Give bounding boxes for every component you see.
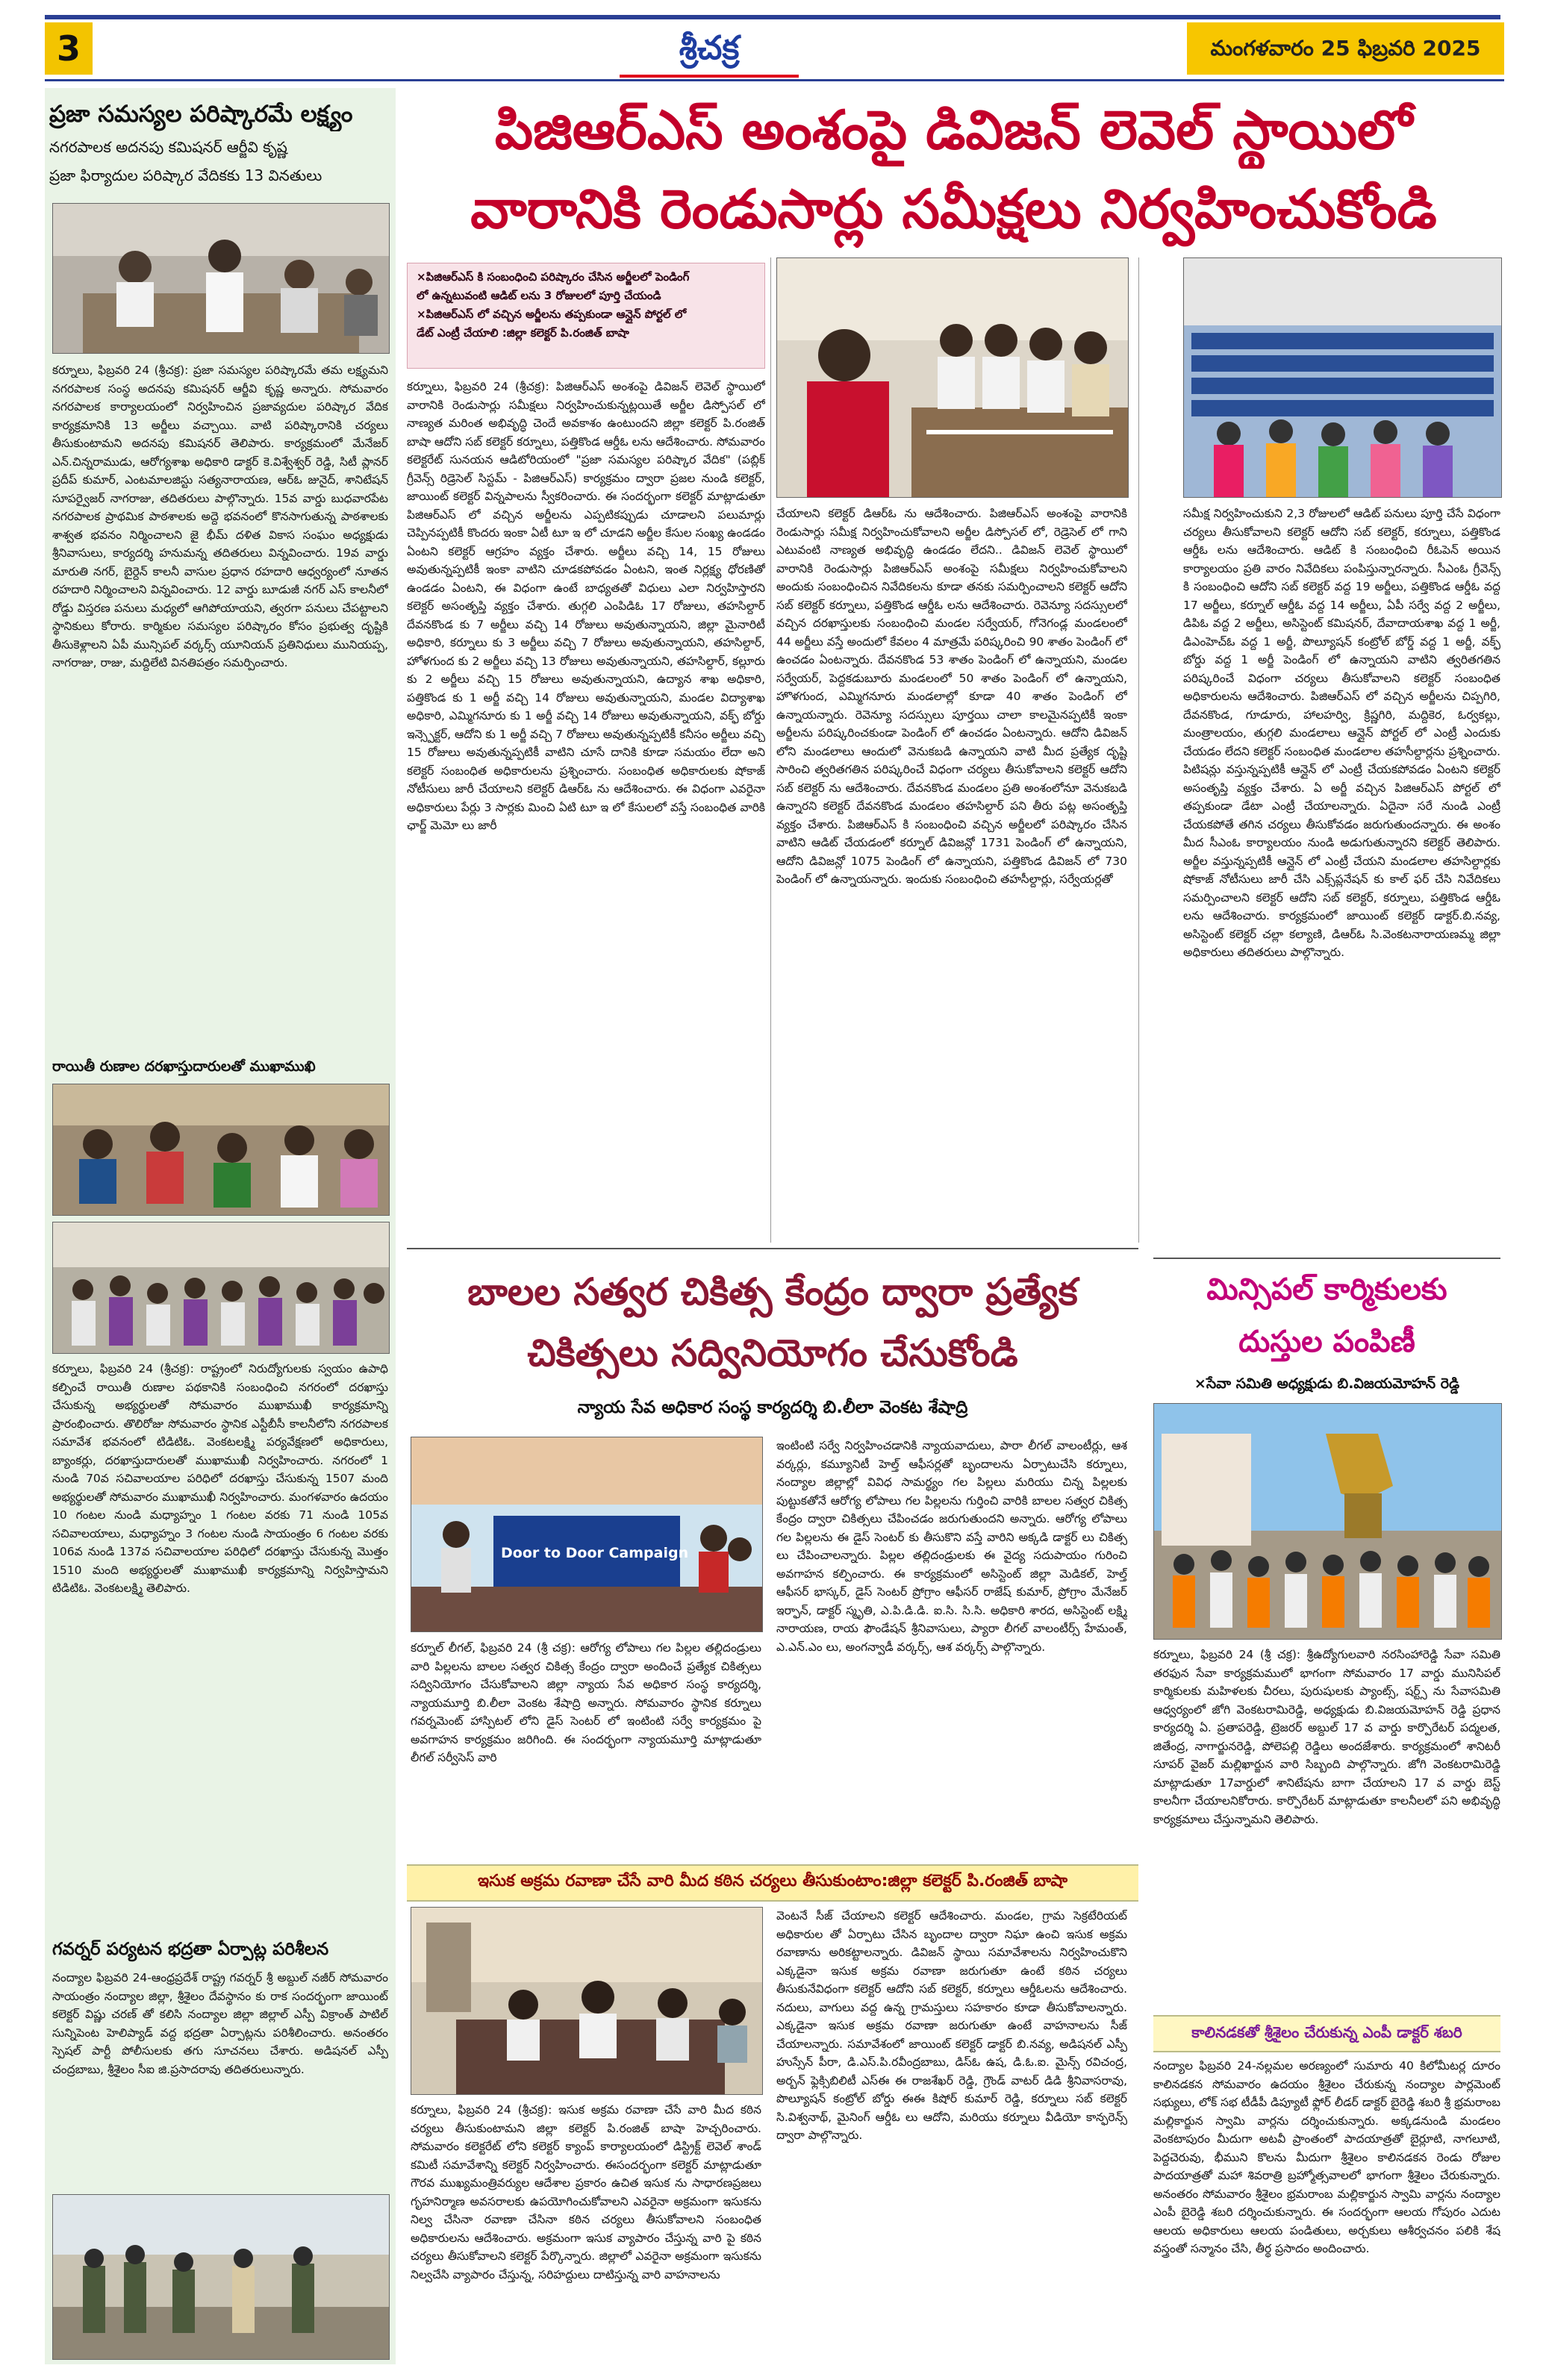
main-body-col1: కర్నూలు, ఫిబ్రవరి 24 (శ్రీచక్ర): పిజిఆర్ఎస్ అంశంపై డివిజన్ లెవెల్ స్థాయిలో వారానికి రెండుసార్లు సమీక్షలు నిర్వహించుకున్నట్లయితే అర్జీల డిస్పోసల్ లో నాణ్యత మరింత అభివృద్ధి చెందే అవకాశం ఉంటుందని జిల్లా కలెక్టర్ పి.రంజిత్ బాషా ఆదోని సబ్ కలెక్టర్ కర్నూలు, పత్తికొండ ఆర్డీఓ లను ఆదేశించారు. సోమవారం కలెక్టరేట్ సునయన ఆడిటోరియంలో "ప్రజా సమస్యల పరిష్కార వేదిక" (పబ్లిక్ గ్రీవెన్స్ రిడ్రెసెల్ సిస్టమ్ - పిజిఆర్ఎస్) కార్యక్రమం ద్వారా ప్రజల నుండి కలెక్టర్, జాయింట్ కలెక్టర్ విన్నపాలను స్వీకరించారు. ఈ సందర్భంగా కలెక్టర్ మాట్లాడుతూ పిజిఆర్ఎస్ లో వచ్చిన అర్జీలను ఎప్పటికప్పుడు చూడాలని పలుమార్లు చెప్పినప్పటికీ కొందరు ఇంకా ఏటీ టూ ఇ లో చూడని అర్జీల కేసుల సంఖ్య ఉండడం ఏంటని కలెక్టర్ ఆగ్రహం వ్యక్తం చేశారు. అర్జీలు వచ్చి 14, 15 రోజులు అవుతున్నప్పటికీ ఇంకా వాటిని చూడకపోవడం ఏంటని, ఇంత నిర్లక్ష్య ధోరణితో ఉండడం ఏంటని, ఈ విధంగా ఉంటే బాధ్యతతో విధులు ఎలా నిర్వహిస్తారని కలెక్టర్ అసంతృప్తి వ్యక్తం చేశారు. తుగ్గలి ఎంపిడిఓ 17 రోజులు, తహసిల్దార్ దేవనకొండ కు 7 అర్జీలు వచ్చి 14 రోజులు అవుతున్నాయని, జిల్లా మైనారిటీ అధికారి, కర్నూలు కు 3 అర్జీలు వచ్చి 7 రోజులు అవుతున్నాయని, తహసిల్దార్, హోళగుంద కు 2 అర్జీలు వచ్చి 13 రోజులు అవుతున్నాయని, తహసిల్దార్, కల్లూరు కు 2 అర్జీలు వచ్చి 15 రోజులు అవుతున్నాయని, ఉద్యాన శాఖ అధికారి, పత్తికొండ కు 1 అర్జీ వచ్చి 14 రోజులు అవుతున్నాయని, మండల విద్యాశాఖ అధికారి, ఎమ్మిగనూరు కు 1 అర్జీ వచ్చి 14 రోజులు అవుతున్నాయని, వక్ఫ్ బోర్డు ఇన్స్పెక్టర్, ఆదోని కు 1 అర్జీ వచ్చి 7 రోజులు అవుతున్నప్పటికీ కనీసం అర్జీలు వచ్చి 15 రోజులు అవుతున్నప్పటికీ వాటిని చూసే దానికి కూడా సమయం లేదా అని కలెక్టర్ సంబంధిత అధికారులను ప్రశ్నించారు. సంబంధిత అధికారులకు షోకాజ్ నోటీసులు జారీ చేయాలని కలెక్టర్ డిఆర్ఓ ను ఆదేశించారు. ఈ విధంగా ఎవరైనా అధికారులు పేర్లు 3 సార్లకు మించి ఏటి టూ ఇ లో కేసులలో వస్తే సంబంధిత వారికి ఛార్జ్ మెమో లు జారీ — [407, 380, 765, 832]
header-bottom-rule — [45, 79, 1504, 81]
municipal-subhead: ×సేవా సమితి అధ్యక్షుడు బి.విజయమోహన్ రెడ్డి — [1194, 1375, 1460, 1392]
highlight-line: ×పిజిఆర్ఎస్ కి సంబంధించి పరిష్కారం చేసిన అర్జీలలో పెండింగ్ — [417, 270, 690, 284]
balala-body-left: కర్నూల్ లీగల్, ఫిబ్రవరి 24 (శ్రీ చక్ర): ఆరోగ్య లోపాలు గల పిల్లల తల్లిదండ్రులు వారి పిల్లలను బాలల సత్వర చికిత్స కేంద్రం ద్వారా అందించే ప్రత్యేక చికిత్సలు సద్వినియోగం చేసుకోవాలని జిల్లా న్యాయ సేవ అధికార సంస్థ కార్యదర్శి, న్యాయమూర్తి బి.లీలా వెంకట శేషాద్రి అన్నారు. సోమవారం స్థానిక కర్నూలు గవర్నమెంట్ హాస్పిటల్ లోని డైస్ సెంటర్ లో ఇంటింటి సర్వే కార్యక్రమం పై అవగాహన కార్యక్రమం జరిగింది. ఈ సందర్భంగా న్యాయమూర్తి మాట్లాడుతూ లీగల్ సర్వీసెస్ వారి — [411, 1641, 761, 1764]
left-story3-headline: గవర్నర్ పర్యటన భద్రతా ఏర్పాట్ల పరిశీలన — [52, 1940, 329, 1959]
left-story3-photo — [52, 2194, 390, 2360]
highlight-line: ×పిజిఆర్ఎస్ లో వచ్చిన అర్జీలను తప్పకుండా ఆన్లైన్ పోర్టల్ లో — [417, 307, 687, 321]
section-divider — [1153, 1258, 1500, 1259]
sand-body-left: కర్నూలు, ఫిబ్రవరి 24 (శ్రీచక్ర): ఇసుక అక్రమ రవాణా చేసే వారి మీద కఠిన చర్యలు తీసుకుంటామని జిల్లా కలెక్టర్ పి.రంజిత్ బాషా హెచ్చరించారు. సోమవారం కలెక్టరేట్ లోని కలెక్టర్ క్యాంప్ కార్యాలయంలో డిస్ట్రిక్ట్ లెవెల్ శాండ్ కమిటీ సమావేశాన్ని కలెక్టర్ నిర్వహించారు. ఈసందర్భంగా కలెక్టర్ మాట్లాడుతూ గౌరవ ముఖ్యమంత్రివర్యుల ఆదేశాల ప్రకారం ఉచిత ఇసుక ను సాధారణప్రజలు గృహనిర్మాణ అవసరాలకు ఉపయోగించుకోవాలని ఎవరైనా అక్రమంగా ఇసుకను నిల్వ చేసినా రవాణా చేసినా కఠిన చర్యలు తీసుకోవాలని సంబంధిత అధికారులను ఆదేశించారు. అక్రమంగా ఇసుక వ్యాపారం చేస్తున్న వారి పై కఠిన చర్యలు తీసుకోవాలని కలెక్టర్ పేర్కొన్నారు. జిల్లాలో ఎవరైనా అక్రమంగా ఇసుకను నిల్వచేసి వ్యాపారం చేస్తున్న, సరిహద్దులు దాటిస్తున్న వారి వాహనాలను — [411, 2103, 761, 2281]
balala-photo-banner-text: Door to Door Campaign — [501, 1545, 689, 1561]
left-story2-photo-bottom — [52, 1222, 390, 1354]
municipal-body: కర్నూలు, ఫిబ్రవరి 24 (శ్రీ చక్ర): శ్రీఉద్యోగులవారి నరసింహారెడ్డి సేవా సమితి తరఫున సేవా కార్యక్రమములో భాగంగా సోమవారం 17 వార్డు మునిసిపల్ కార్మికులకు మహిళలకు చీరలు, పురుషులకు ప్యాంట్స్, షర్ట్స్ ను సేవాసమితి ఆధ్వర్యంలో జోగి వెంకటరామిరెడ్డి, అధ్యక్షుడు బి.విజయమోహన్ రెడ్డి ప్రధాన కార్యదర్శి ఏ. ప్రతాపరెడ్డి, ట్రెజరర్ అబ్దుల్ 17 వ వార్డు కార్పొరేటర్ పద్మలత, జితేంద్ర, నాగార్జునరెడ్డి, పోలెపల్లి రెడ్డిలు అందజేశారు. కార్యక్రమంలో శానిటరీ సూపర్ వైజర్ మల్లిఖార్జున వారి సిబ్బంది పాల్గొన్నారు. జోగి వెంకటరామిరెడ్డి మాట్లాడుతూ 17వార్డులో శానిటేషను బాగా చేయాలని 17 వ వార్డు బెస్ట్ కాలనీగా చేయాలనికోరారు. కార్పొరేటర్ మాట్లాడుతూ కాలనీలలో పని అభివృద్ధి కార్యక్రమాలు చేస్తున్నామని తెలిపారు. — [1153, 1648, 1500, 1826]
municipal-headline-line2: దుస్తుల పంపిణీ — [1238, 1325, 1415, 1359]
balala-body-right: ఇంటింటి సర్వే నిర్వహించడానికి న్యాయవాదులు, పారా లీగల్ వాలంటీర్లు, ఆశ వర్కర్లు, కమ్యూనిటీ హెల్త్ ఆఫీసర్లతో బృందాలను ఏర్పాటుచేసి కర్నూలు, నంద్యాల జిల్లాల్లో వివిధ సామర్థ్యం గల పిల్లలు మరియు చిన్న పిల్లలకు పుట్టుకతోనే ఆరోగ్య లోపాలు గల పిల్లలను గుర్తించి వారికి బాలల సత్వర చికిత్స కేంద్రం ద్వారా చికిత్సలు చేపించడం జరుగుతుందని అన్నారు. ఆరోగ్య లోపాలు గల పిల్లలను ఈ డైస్ సెంటర్ కు తీసుకొని వస్తే వారిని అక్కడి డాక్టర్ లు చికిత్స లు చేపించాలన్నారు. పిల్లల తల్లిదండ్రులకు ఈ వైద్య సదుపాయం గురించి అవగాహన కల్పించారు. ఈ కార్యక్రమంలో అసిస్టెంట్ జిల్లా మెడికల్, హెల్త్ ఆఫీసర్ భాస్కర్, డైస్ సెంటర్ ప్రోగ్రాం ఆఫీసర్ రాజేష్ కుమార్, ప్రోగ్రాం మేనేజర్ ఇర్ఫాన్, డాక్టర్ స్మృతి, ఎ.పి.డి.డి. ఐ.సి. సి.సి. అధికారి శారద, అసిస్టెంట్ లక్ష్మి నారాయణ, రాయ ఫౌండేషన్ శ్రీనివాసులు, ప్యారా లీగల్ వాలంటీర్స్ హేమంత్, ఎ.ఎన్.ఎం లు, అంగన్వాడీ వర్కర్స్, ఆశ వర్కర్స్ పాల్గొన్నారు. — [776, 1439, 1127, 1654]
main-headline-line2: వారానికి రెండుసార్లు సమీక్షలు నిర్వహించుకోండి — [470, 178, 1437, 240]
balala-headline-line1: బాలల సత్వర చికిత్స కేంద్రం ద్వారా ప్రత్యేక — [467, 1270, 1078, 1314]
sand-body-right: వెంటనే సీజ్ చేయాలని కలెక్టర్ ఆదేశించారు. మండల, గ్రామ సెక్రటేరియట్ అధికారుల తో ఏర్పాటు చేసిన బృందాల ద్వారా నిఘా ఉంచి ఇసుక అక్రమ రవాణాను అరికట్టాలన్నారు. డివిజన్ స్థాయి సమావేశాలను నిర్వహించుకొని ఎక్కడైనా ఇసుక అక్రమ రవాణా జరుగుతూ ఉంటే కఠిన చర్యలు తీసుకునేవిధంగా కలెక్టర్ ఆదోని సబ్ కలెక్టర్, కర్నూలు ఆర్డీఓలను ఆదేశించారు. నదులు, వాగులు వద్ద ఉన్న గ్రామస్తులు సహకారం కూడా తీసుకోవాలన్నారు. ఎక్కడైనా ఇసుక అక్రమ రవాణా జరుగుతూ ఉంటే వాహనాలను సీజ్ చేయాలన్నారు. సమావేశంలో జాయింట్ కలెక్టర్ డాక్టర్ బి.నవ్య, అడిషనల్ ఎస్పీ హుస్సేన్ పీరా, డి.ఎస్.పి.రవీంద్రబాబు, డిస్ఓ ఉష, డి.ఓ.ఐ. మైన్స్ రవిచంద్ర, అర్బన్ ఫ్లెక్సిబిలిటీ ఎస్ఈ ఈ రాజశేఖర్ రెడ్డి, గ్రౌండ్ వాటర్ డిడి శ్రీనివాసరావు, పొల్యూషన్ కంట్రోల్ బోర్డు ఈఈ కిషోర్ కుమార్ రెడ్డి, కర్నూలు సబ్ కలెక్టర్ సి.విశ్వనాథ్, మైనింగ్ ఆర్డీఓ లు ఆదోని, మరియు కర్నూలు వీడియో కాన్ఫరెన్స్ ద్వారా పాల్గొన్నారు. — [776, 1909, 1127, 2142]
left-story3-body: నంద్యాల ఫిబ్రవరి 24-ఆంధ్రప్రదేశ్ రాష్ట్ర గవర్నర్ శ్రీ అబ్దుల్ నజీర్ సోమవారం సాయంత్రం నంద్యాల జిల్లా, శ్రీశైలం దేవస్థానం కు రాక సందర్భంగా జాయింట్ కలెక్టర్ విష్ణు చరణ్ తో కలిసి నంద్యాల జిల్లా జిల్లాల్ ఎస్పీ విక్రాంత్ పాటిల్ సున్నిపెంట హెలిప్యాడ్ వద్ద భద్రతా ఏర్పాట్లను పరిశీలించారు. అనంతరం స్పెషల్ పార్టీ పోలీసులకు తగు సూచనలు చేశారు. అడిషనల్ ఎస్పీ చంద్రబాబు, శ్రీశైలం సీఐ జి.ప్రసాదరావు తదితరులున్నారు. — [52, 1971, 388, 2076]
municipal-photo — [1153, 1403, 1502, 1640]
municipal-headline-line1: మిన్సిపల్ కార్మికులకు — [1206, 1272, 1447, 1307]
section-divider — [407, 1248, 1138, 1249]
column-divider — [1138, 257, 1139, 1243]
left-story1-subhead1: నగరపాలక అదనపు కమిషనర్ ఆర్జీవి కృష్ణ — [49, 138, 287, 156]
sabari-body: నంద్యాల ఫిబ్రవరి 24-నల్లమల అరణ్యంలో సుమారు 40 కిలోమీటర్ల దూరం కాలినడకన సోమవారం ఉదయం శ్రీశైలం చేరుకున్న నంద్యాల పార్లమెంట్ సభ్యులు, లోక్ సభ టీడీపీ డిప్యూటీ ఫ్లోర్ లీడర్ డాక్టర్ బైరెడ్డి శబరి శ్రీ భ్రమరాంబ మల్లికార్జున స్వామి వార్లను దర్శించుకున్నారు. అక్కడనుండి మండలం వెంకటాపురం మీదుగా అటవీ ప్రాంతంలో పాదయాత్రతో బైర్లూటి, నాగలూటి, పెద్దచెరువు, భీముని కొలను మీదుగా శ్రీశైలం కాలినడకన రెండు రోజుల పాదయాత్రతో మహా శివరాత్రి బ్రహ్మోత్సవాలలో భాగంగా శ్రీశైలం చేరుకున్నారు. అనంతరం సోమవారం శ్రీశైలం భ్రమరాంబ మల్లికార్జున స్వామి వార్లను నంద్యాల ఎంపీ బైరెడ్డి శబరి దర్శించుకున్నారు. ఈ సందర్భంగా ఆలయ గోపురం ఎదుట ఆలయ అధికారులు ఆలయ పండితులు, అర్చకులు ఆశీర్వచనం పలికి శేష వస్త్రంతో సన్మానం చేసి, తీర్థ ప్రసాదం అందించారు. — [1153, 2059, 1500, 2255]
left-story2-photo-top — [52, 1084, 390, 1216]
masthead-logo: శ్రీచక్ర — [620, 22, 799, 78]
left-story1-subhead2: ప్రజా ఫిర్యాదుల పరిష్కార వేదికకు 13 వినతులు — [49, 166, 322, 184]
left-story2-headline: రాయితీ రుణాల దరఖాస్తుదారులతో ముఖాముఖి — [52, 1058, 316, 1075]
main-photo-grievance — [776, 257, 1129, 498]
left-story1-photo — [52, 203, 390, 354]
main-body-col2: చేయాలని కలెక్టర్ డిఆర్ఓ ను ఆదేశించారు. పిజిఆర్ఎస్ అంశంపై వారానికి రెండుసార్లు సమీక్ష నిర్వహించుకోవాలని అర్జీల డిస్పోసల్ లో, రెడ్రెసెల్ లో గాని ఎటువంటి నాణ్యత అభివృద్ధి ఉండడం లేదని.. డివిజన్ లెవెల్ స్థాయిలో వారానికి రెండుసార్లు పిజిఆర్ఎస్ అంశంపై సమీక్షలు నిర్వహించుకోవాలని అందుకు సంబంధించిన నివేదికలను కూడా తనకు సమర్పించాలని కలెక్టర్ ఆదోని సబ్ కలెక్టర్ కర్నూలు, పత్తికొండ ఆర్డీఓ లను ఆదేశించారు. రెవెన్యూ సదస్సులలో వచ్చిన దరఖాస్తులకు సంబంధించి మండల సర్వేయర్, గోనెగండ్ల మండలంలో 44 అర్జీలు వస్తే అందులో కేవలం 4 మాత్రమే పరిష్కరించి 90 శాతం పెండింగ్ లో ఉంచడం ఏంటన్నారు. దేవనకొండ 53 శాతం పెండింగ్ లో ఉన్నాయని, మండల సర్వేయర్, పెద్దకడుబూరు మండలంలో 50 శాతం పెండింగ్ లో ఉన్నాయని, హొళగుంద, ఎమ్మిగనూరు మండలాల్లో కూడా 40 శాతం పెండింగ్ లో ఉన్నాయన్నారు. రెవెన్యూ సదస్సులు పూర్తయి చాలా కాలమైనప్పటికీ ఇంకా అర్జీలను పరిష్కరించకుండా పెండింగ్ లో ఉంచడం ఏంటన్నారు. ఆదోని డివిజన్ లోని మండలాలు ఆందులో వెనుకబడి ఉన్నాయని వాటి మీద ప్రత్యేక దృష్టి సారించి త్వరితగతిన పరిష్కరించే విధంగా చర్యలు తీసుకోవాలని కలెక్టర్ ఆదోని సబ్ కలెక్టర్ ను ఆదేశించారు. దేవనకొండ మండలం ప్రతి అంశంలోనూ వెనుకబడి ఉన్నారని కలెక్టర్ దేవనకొండ మండలం తహసిల్దార్ పని తీరు పట్ల అసంతృప్తి వ్యక్తం చేశారు. పిజిఆర్ఎస్ కి సంబంధించి వచ్చిన అర్జీలలో పరిష్కారం చేసిన వాటిని ఆడిట్ చేయడంలో కర్నూల్ డివిజన్లో 1731 పెండింగ్ లో ఉన్నాయని, ఆదోని డివిజన్లో 1075 పెండింగ్ లో ఉన్నాయని, పత్తికొండ డివిజన్ లో 730 పెండింగ్ లో ఉన్నాయన్నారు. ఇందుకు సంబంధించి తహసీల్దార్లు, సర్వేయర్లతో — [776, 507, 1127, 886]
page-number: 3 — [45, 22, 93, 75]
sand-headline: ఇసుక అక్రమ రవాణా చేసే వారి మీద కఠిన చర్యలు తీసుకుంటాం:జిల్లా కలెక్టర్ పి.రంజిత్ బాషా — [407, 1864, 1138, 1902]
main-photo-auditorium — [1183, 257, 1502, 498]
sand-photo — [411, 1907, 763, 2095]
highlight-line: డేట్ ఎంట్రీ చేయాలి :జిల్లా కలెక్టర్ పి.రంజిత్ బాషా — [417, 326, 629, 340]
main-body-col3: సమీక్ష నిర్వహించుకుని 2,3 రోజులలో ఆడిట్ పనులు పూర్తి చేసే విధంగా చర్యలు తీసుకోవాలని కలెక్టర్ ఆదోని సబ్ కలెక్టర్, కర్నూలు, పత్తికొండ ఆర్డీఓ లను ఆదేశించారు. ఆడిట్ కి సంబంధించి రీఓపెన్ అయిన కార్యాలయం ప్రతి వారం నివేదికలు పంపిస్తున్నారన్నారు. సీఎంఓ గ్రీవెన్స్ కి సంబంధించి ఆదోని సబ్ కలెక్టర్ వద్ద 19 అర్జీలు, పత్తికొండ ఆర్డీఓ వద్ద 17 అర్జీలు, కర్నూల్ ఆర్డీఓ వద్ద 14 అర్జీలు, ఏపీ సర్వే వద్ద 2 అర్జీలు, డిపిఓ వద్ద 2 అర్జీలు, అసిస్టెంట్ కమిషనర్, దేవాదాయశాఖ వద్ద 1 అర్జీ, డిఎంహెచ్ఓ వద్ద 1 అర్జీ, పొల్యూషన్ కంట్రోల్ బోర్డ్ వద్ద 1 అర్జీ, వక్ఫ్ బోర్డు వద్ద 1 అర్జీ పెండింగ్ లో ఉన్నాయని వాటిని త్వరితగతిన పరిష్కరించే విధంగా చర్యలు తీసుకోవాలని కలెక్టర్ సంబంధిత అధికారులను ఆదేశించారు. పిజిఆర్ఎస్ లో వచ్చిన అర్జీలను చిప్పగిరి, దేవనకొండ, గూడూరు, హాలహర్వి, క్రిష్ణగిరి, మద్దికెర, ఓర్వకల్లు, మంత్రాలయం, తుగ్గలి మండలాలు ఆన్లైన్ పోర్టల్ లో ఎంట్రీ ఎందుకు చేయడం లేదని కలెక్టర్ సంబంధిత మండలాల తహసీల్దార్లను ప్రశ్నించారు. పిటిషన్లు వస్తున్నప్పటికీ ఆన్లైన్ లో ఎంట్రీ చేయకపోవడం ఏంటని కలెక్టర్ అసంతృప్తి వ్యక్తం చేశారు. ఏ అర్జీ వచ్చిన పిజిఆర్ఎస్ పోర్టల్ లో తప్పకుండా డేటా ఎంట్రీ చేయాలన్నారు. ఏదైనా సరే నుండి ఎంట్రీ చేయకపోతే తగిన చర్యలు తీసుకోవడం జరుగుతుందన్నారు. ఈ అంశం మీద సీఎంఓ కార్యాలయం నుండి అడుగుతున్నారని కలెక్టర్ తెలిపారు. అర్జీల వస్తున్నప్పటికీ ఆన్లైన్ లో ఎంట్రీ చేయని మండలాల తహసిల్దార్లకు షోకాజ్ నోటీసులు జారీ చేసి ఎక్స్‌ప్లనేషన్ కు కాల్ ఫర్ చేసి నివేదికలు సమర్పించాలని కలెక్టర్ ఆదోని సబ్ కలెక్టర్, కర్నూలు, పత్తికొండ ఆర్డీఓ లను ఆదేశించారు. కార్యక్రమంలో జాయింట్ కలెక్టర్ డాక్టర్.బి.నవ్య, అసిస్టెంట్ కలెక్టర్ చల్లా కల్యాణి, డిఆర్ఓ సి.వెంకటనారాయణమ్మ జిల్లా అధికారులు తదితరులు పాల్గొన్నారు. — [1183, 507, 1500, 959]
issue-date: మంగళవారం 25 ఫిబ్రవరి 2025 — [1187, 22, 1504, 75]
balala-photo — [411, 1437, 763, 1632]
main-highlights-box — [407, 263, 765, 369]
highlight-line: లో ఉన్నటువంటి ఆడిట్ లను 3 రోజులలో పూర్తి చేయండి — [417, 289, 661, 302]
left-story1-headline: ప్రజా సమస్యల పరిష్కారమే లక్ష్యం — [49, 101, 353, 128]
left-story2-body: కర్నూలు, ఫిబ్రవరి 24 (శ్రీచక్ర): రాష్ట్రంలో నిరుద్యోగులకు స్వయం ఉపాధి కల్పించే రాయితీ రుణాల పథకానికి సంబంధించి నగరంలో దరఖాస్తు చేసుకున్న అభ్యర్థులతో సోమవారం ముఖాముఖీ కార్యక్రమాన్ని ప్రారంభించారు. తొలిరోజు సోమవారం స్థానిక ఎస్టీబీసీ కాలనీలోని నగరపాలక సమావేశ భవనంలో టిడిటిఓ. వెంకటలక్ష్మి పర్యవేక్షణలో అధికారులు, బ్యాంకర్లు, దరఖాస్తుదారులతో ముఖాముఖీ నిర్వహించారు. నగరంలో 1 నుండి 70వ సచివాలయాల పరిధిలో దరఖాస్తు చేసుకున్న 1507 మంది అభ్యర్థులతో సోమవారం ముఖాముఖీ నిర్వహించారు. మంగళవారం ఉదయం 10 గంటల నుండి మధ్యాహ్నం 1 గంటల వరకు 71 నుండి 105వ సచివాలయాలు, మధ్యాహ్నం 3 గంటల నుండి సాయంత్రం 6 గంటల వరకు 106వ నుండి 137వ సచివాలయాల పరిధిలో దరఖాస్తు చేసుకున్న మొత్తం 1510 మంది అభ్యర్థులతో ముఖాముఖీ కార్యక్రమాన్ని నిర్వహిస్తామని టిడిటిఓ. వెంకటలక్ష్మి తెలిపారు. — [52, 1362, 388, 1595]
header-top-rule — [45, 15, 1500, 19]
main-headline-line1: పిజిఆర్ఎస్ అంశంపై డివిజన్ లెవెల్ స్థాయిలో — [494, 99, 1413, 161]
sabari-headline: కాలినడకతో శ్రీశైలం చేరుకున్న ఎంపీ డాక్టర్ శబరి — [1153, 2015, 1500, 2052]
balala-headline-line2: చికిత్సలు సద్వినియోగం చేసుకోండి — [527, 1331, 1018, 1375]
column-divider — [770, 257, 771, 1243]
balala-subhead: న్యాయ సేవ అధికార సంస్థ కార్యదర్శి బి.లీలా వెంకట శేషాద్రి — [577, 1398, 968, 1417]
left-story1-body: కర్నూలు, ఫిబ్రవరి 24 (శ్రీచక్ర): ప్రజా సమస్యల పరిష్కారమే తమ లక్ష్యమని నగరపాలక సంస్థ అదనపు కమిషనర్ ఆర్జీవి కృష్ణ అన్నారు. సోమవారం నగరపాలక కార్యాలయంలో నిర్వహించిన ప్రజావ్యదుల పరిష్కార వేదిక కార్యక్రమానికి 13 అర్జీలు వచ్చాయి. వాటి పరిష్కారానికి చర్యలు తీసుకుంటామని అదనపు కమిషనర్ తెలిపారు. కార్యక్రమంలో మేనేజర్ ఎన్.చిన్నరాముడు, ఆరోగ్యశాఖ అధికారి డాక్టర్ కె.విశ్వేశ్వర్ రెడ్డి, సిటీ ప్లానర్ ప్రదీప్ కుమార్, ఎంటమాలజిస్టు సత్యనారాయణ, ఆర్‌ఓ జునైద్, శానిటేషన్ సూపర్వైజర్ నాగరాజు, తదితరులు పాల్గొన్నారు. 15వ వార్డు బుధవారపేట నగరపాలక ప్రాథమిక పాఠశాలకు అద్దె భవనంలో కొనసాగుతున్న పాఠశాలకు శాశ్వత భవనం నిర్మించాలని జై భీమ్ దళిత వికాస సంఘం అధ్యక్షుడు శ్రీనివాసులు, కార్యదర్శి హనుమన్న తదితరులు విన్నవించారు. 19వ వార్డు మారుతి నగర్, బైర్దెన్ కాలనీ వాసుల ప్రధాన రహదారి ఆధ్వర్యంలో నూతన రహదారి నిర్మించాలని విన్నవించారు. 12 వార్డు బూడుజీ నగర్ ఎస్ కాలనీలో రోడ్డు విస్తరణ పనులు మధ్యలో ఆగిపోయాయని, త్వరగా పనులు చేపట్టాలని స్థానికులు కోరారు. కార్మికుల సమస్యల పరిష్కారం కోసం ప్రభుత్వ దృష్టికి తీసుకెళ్లాలని ఏపీ మున్సిపల్ వర్కర్స్ యూనియన్ ప్రతినిధులు మునియప్ప, నాగరాజు, రాజు, మద్దిలేటి వినతిపత్రం సమర్పించారు. — [52, 363, 388, 669]
